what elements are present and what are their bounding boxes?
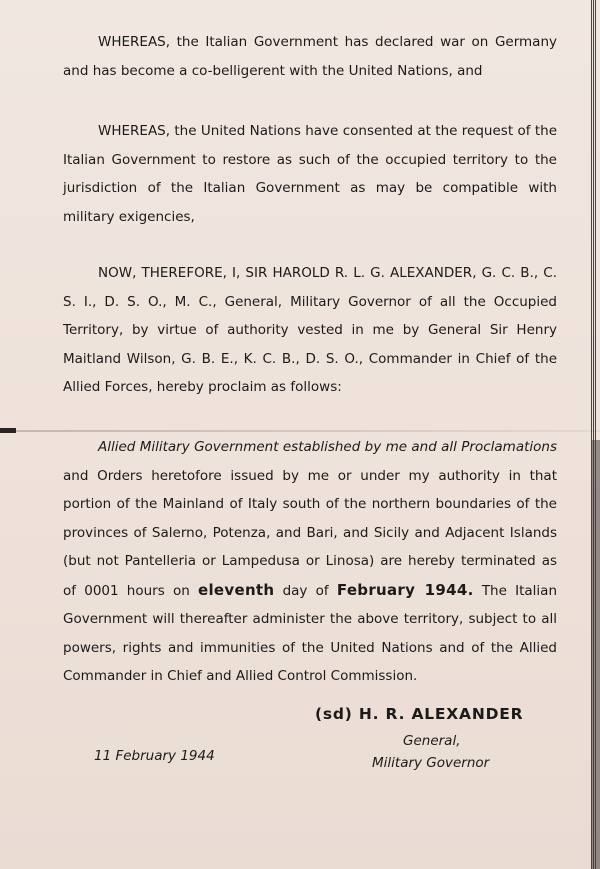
proclamation-month-year: February 1944. xyxy=(336,580,474,599)
fold-crease xyxy=(0,430,600,432)
proclamation-text-b: day of xyxy=(282,582,329,599)
paragraph-whereas-war: WHEREAS, the Italian Government has declared war on Germany and has become a co-belligerent with the United Nations, and xyxy=(63,34,557,79)
paragraph-whereas-restore: WHEREAS, the United Nations have consented at the request of the Italian Government to restore as such of the occupied territory to the jurisdiction of the Italian Government as may be compatible with military exigencies, xyxy=(63,123,557,225)
document-date: 11 February 1944 xyxy=(94,748,215,764)
signature-name: (sd) H. R. ALEXANDER xyxy=(315,705,524,723)
proclamation-day: eleventh xyxy=(198,580,275,599)
page-edge-shadow-lower xyxy=(591,440,600,869)
signature-role: Military Governor xyxy=(372,755,490,771)
paragraph-proclamation xyxy=(63,433,557,691)
proclamation-text-a: and Orders heretofore issued by me or under my authority in that portion of the Mainland of Italy south of the northern boundaries of the provinces of Salerno, Potenza, and Bari, and Sicily and Adjacent Islands (but not Pantelleria or Lampedusa or Linosa) are hereby terminated as of 0001 hours on xyxy=(63,467,557,599)
proclamation-text-c: The Italian Government will thereafter administer the above territory, subject to all powers, rights and immunities of the United Nations and of the Allied Commander in Chief and Allied Control Commission. xyxy=(63,582,558,684)
proclamation-italic-lead: Allied Military Government established by me and all Proclamations xyxy=(98,439,557,455)
signature-title: General, xyxy=(403,733,461,749)
paragraph-now-therefore: NOW, THEREFORE, I, SIR HAROLD R. L. G. ALEXANDER, G. C. B., C. S. I., D. S. O., M. C., General, Military Governor of all the Occupied Territory, by virtue of authority vested in me by General Sir Henry Maitland Wilson, G. B. E., K. C. B., D. S. O., Commander in Chief of the Allied Forces, hereby proclaim as follows: xyxy=(63,265,557,395)
fold-notch xyxy=(0,428,16,433)
